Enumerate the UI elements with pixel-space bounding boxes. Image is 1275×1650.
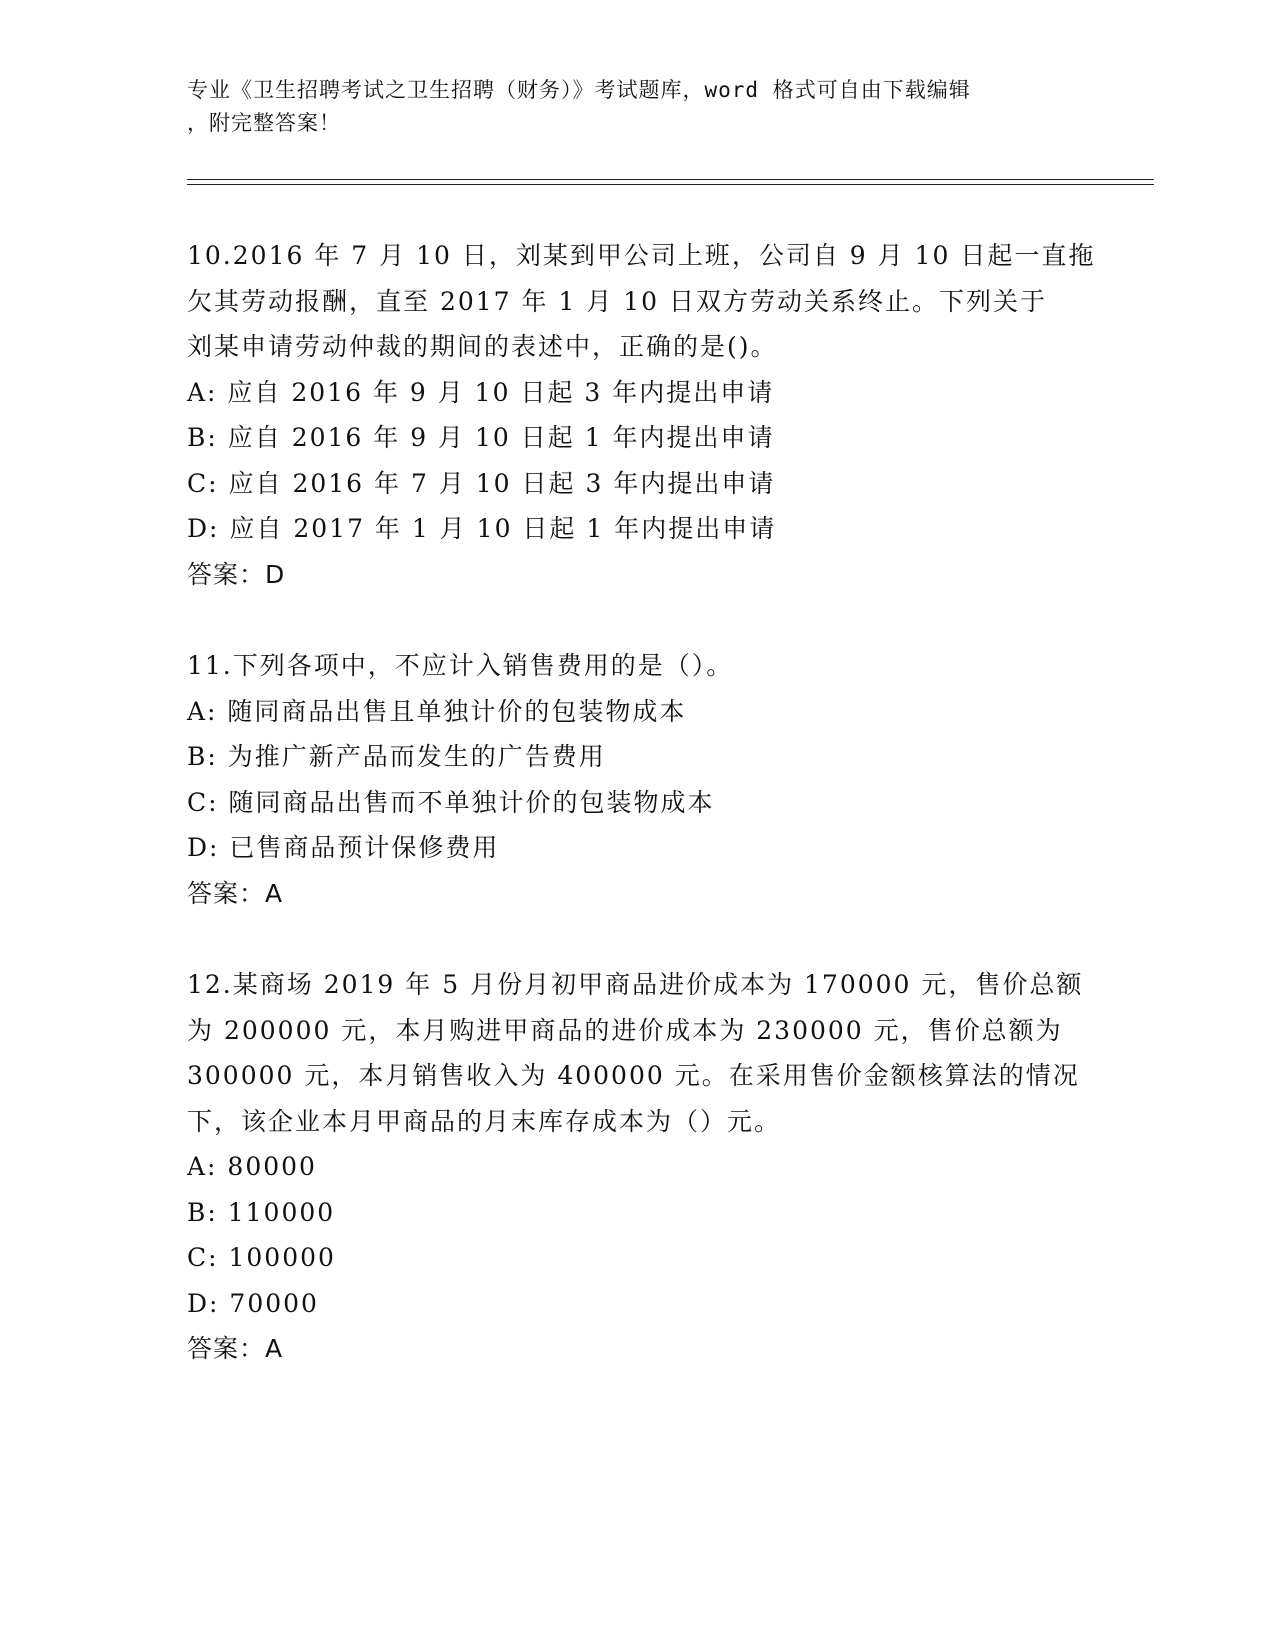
option-d: D: 已售商品预计保修费用 <box>187 833 500 862</box>
option-a: A: 随同商品出售且单独计价的包装物成本 <box>187 696 687 726</box>
option-b: B: 为推广新产品而发生的广告费用 <box>187 742 606 771</box>
question-text-line: 欠其劳动报酬，直至 2017 年 1 月 10 日双方劳动关系终止。下列关于 <box>187 286 1048 316</box>
question-text-line: 10.2016 年 7 月 10 日，刘某到甲公司上班，公司自 9 月 10 日起一直拖 <box>187 241 1096 270</box>
option-b: B: 110000 <box>187 1197 336 1227</box>
option-a: A: 80000 <box>187 1152 317 1181</box>
option-d: D: 70000 <box>187 1288 319 1318</box>
question-text-line: 11.下列各项中，不应计入销售费用的是（）。 <box>187 651 734 680</box>
answer: 答案：D <box>187 559 286 589</box>
question-11 <box>187 643 1087 916</box>
question-text-line: 刘某申请劳动仲裁的期间的表述中，正确的是()。 <box>187 332 778 361</box>
header-line-1: 专业《卫生招聘考试之卫生招聘（财务）》考试题库，word 格式可自由下载编辑 <box>187 78 971 102</box>
document-header <box>187 74 1087 140</box>
answer: 答案：A <box>187 1334 284 1363</box>
question-10 <box>187 233 1096 597</box>
question-text-line: 下，该企业本月甲商品的月末库存成本为（）元。 <box>187 1106 782 1136</box>
option-a: A: 应自 2016 年 9 月 10 日起 3 年内提出申请 <box>187 377 775 407</box>
question-text-line: 12.某商场 2019 年 5 月份月初甲商品进价成本为 170000 元，售价总额 <box>187 970 1084 999</box>
option-c: C: 随同商品出售而不单独计价的包装物成本 <box>187 787 715 817</box>
header-divider-bottom <box>187 184 1154 185</box>
option-c: C: 应自 2016 年 7 月 10 日起 3 年内提出申请 <box>187 468 776 498</box>
option-c: C: 100000 <box>187 1243 336 1272</box>
question-text-line: 300000 元，本月销售收入为 400000 元。在采用售价金额核算法的情况 <box>187 1061 1080 1090</box>
answer: 答案：A <box>187 878 284 908</box>
option-d: D: 应自 2017 年 1 月 10 日起 1 年内提出申请 <box>187 514 777 543</box>
question-text-line: 为 200000 元，本月购进甲商品的进价成本为 230000 元，售价总额为 <box>187 1015 1063 1045</box>
question-12 <box>187 962 1087 1372</box>
header-divider-top <box>187 179 1154 180</box>
option-b: B: 应自 2016 年 9 月 10 日起 1 年内提出申请 <box>187 423 775 452</box>
header-line-2: ，附完整答案！ <box>187 111 341 135</box>
